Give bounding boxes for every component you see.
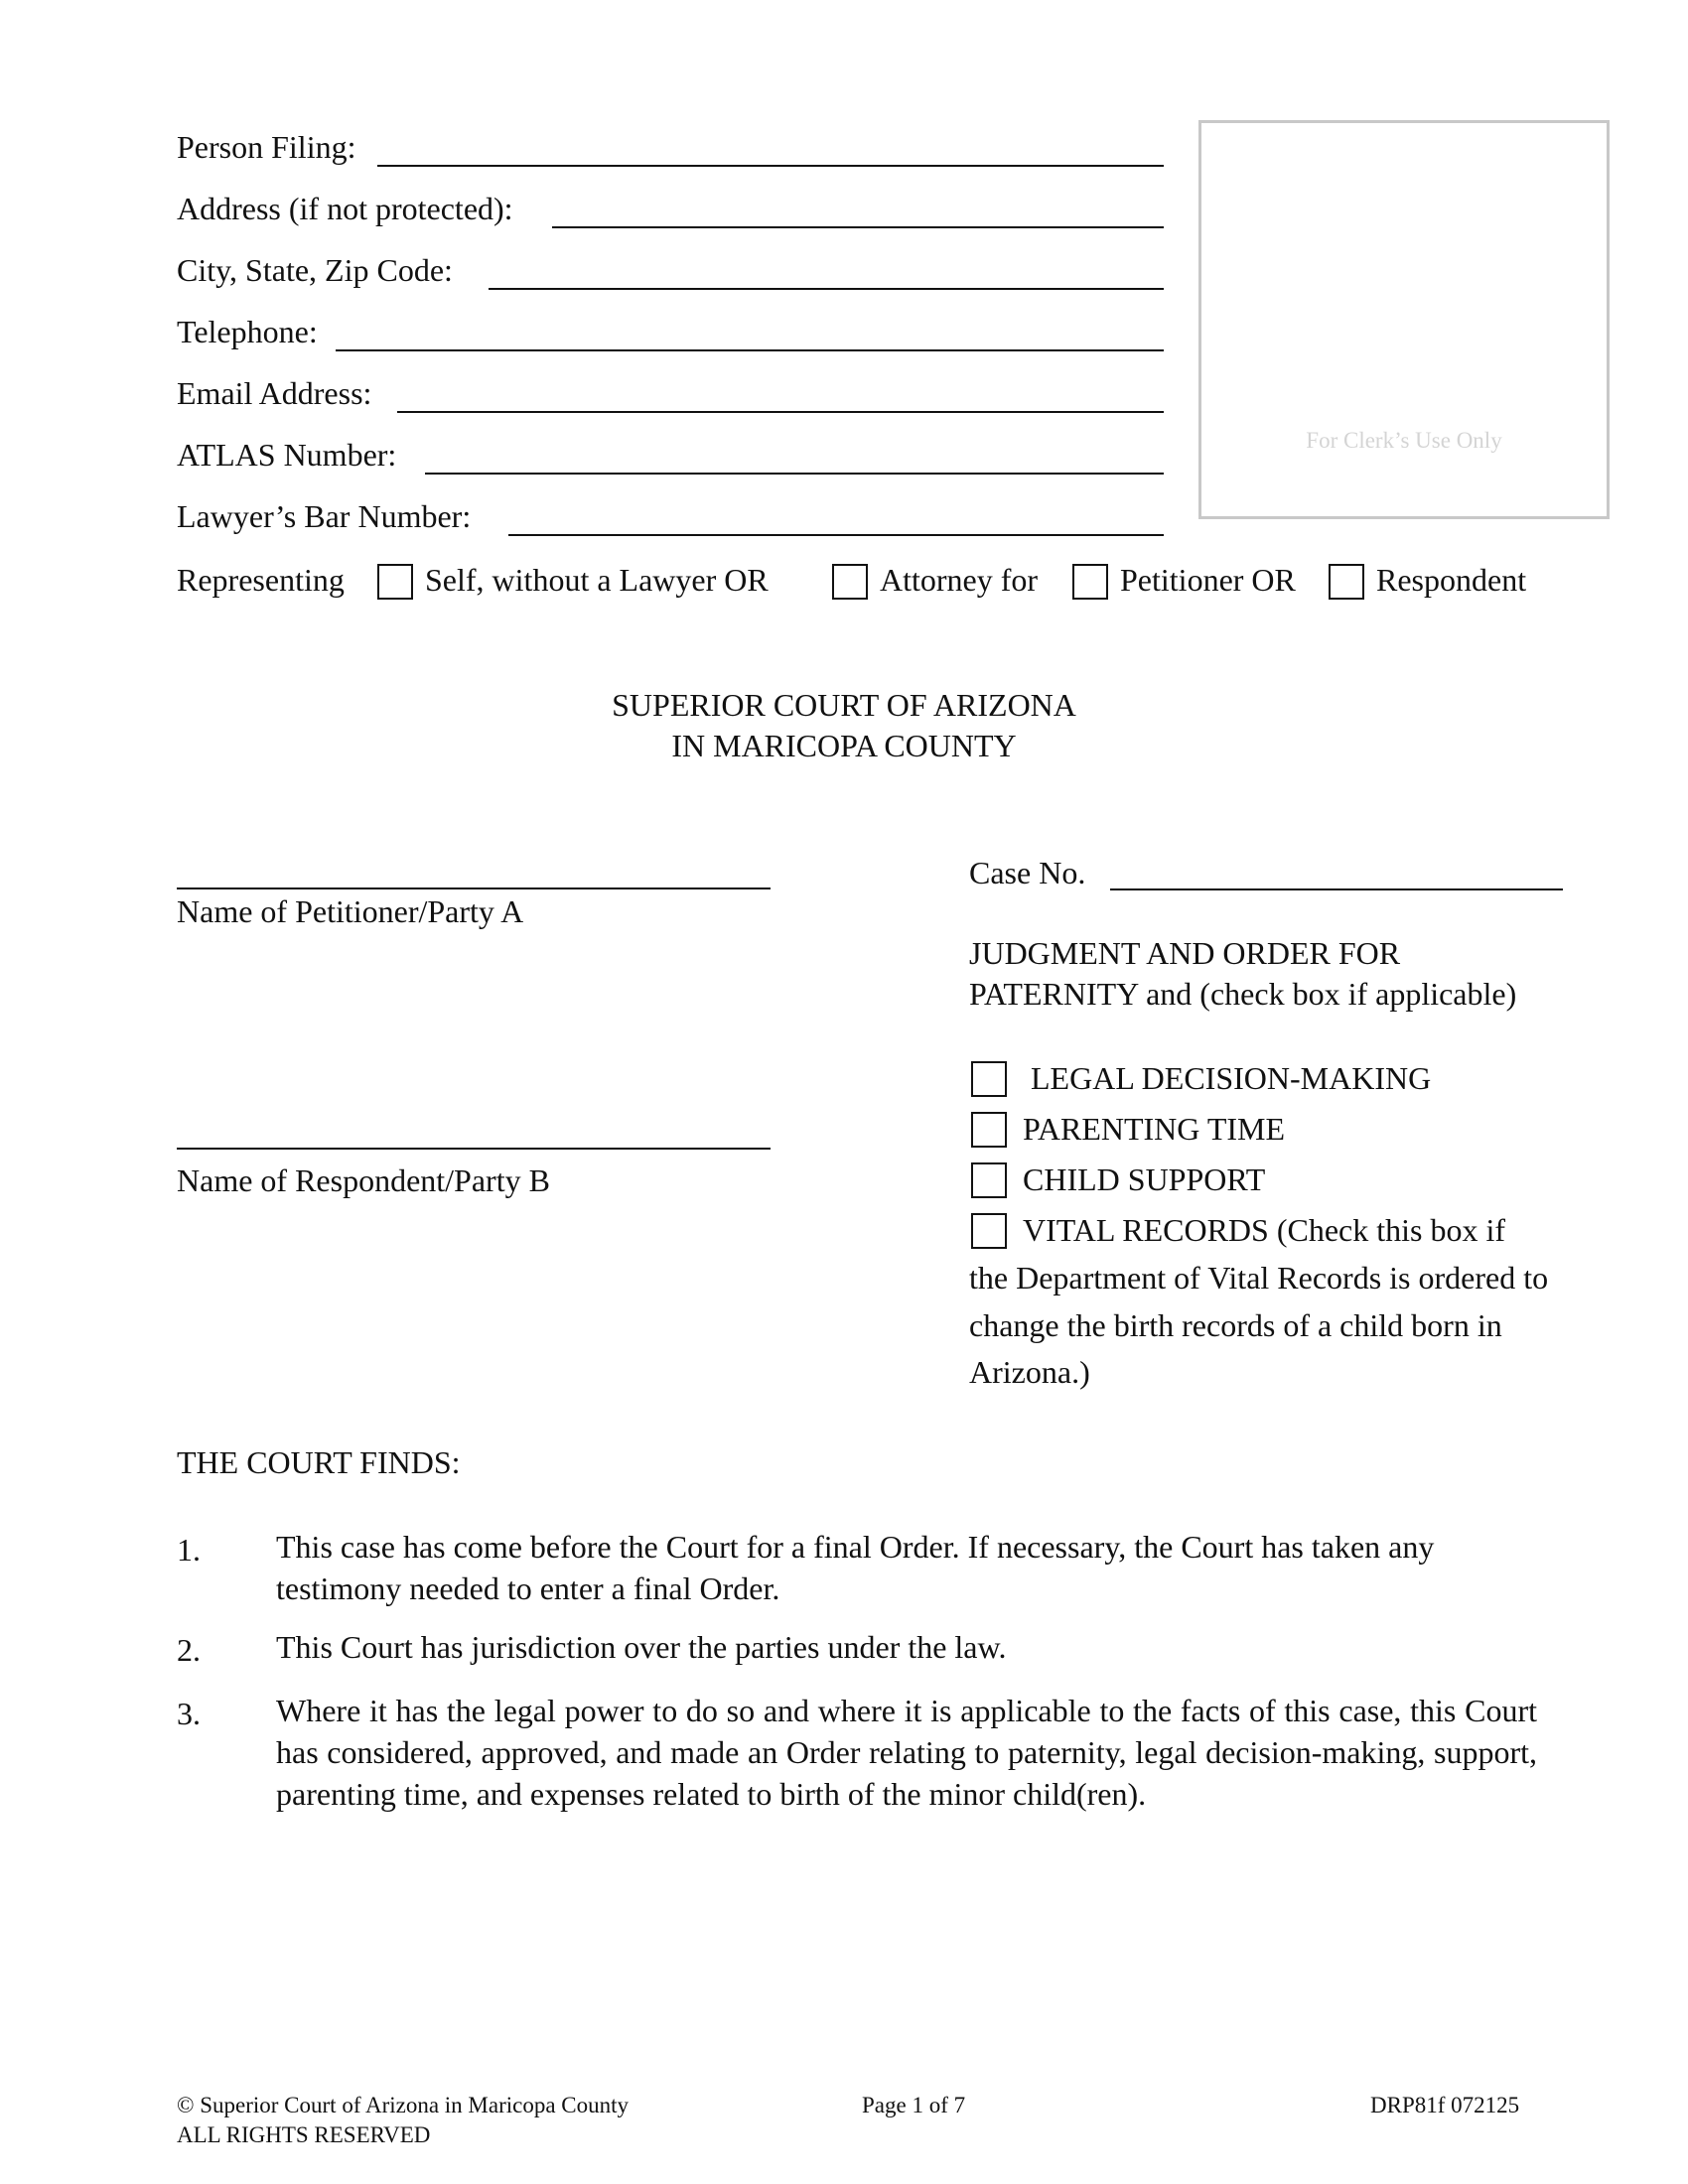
legal-decision-label: LEGAL DECISION-MAKING (1031, 1060, 1432, 1096)
self-checkbox[interactable] (377, 564, 413, 600)
footer-copyright: © Superior Court of Arizona in Maricopa County (177, 2093, 630, 2117)
attorney-label: Attorney for (880, 562, 1039, 598)
parenting-time-checkbox[interactable] (971, 1112, 1007, 1148)
petitioner-name-field[interactable] (177, 887, 771, 889)
court-name-line1: SUPERIOR COURT OF ARIZONA (612, 687, 1076, 723)
person-filing-field[interactable] (377, 165, 1164, 167)
email-field[interactable] (397, 411, 1164, 413)
petitioner-label: Petitioner OR (1120, 562, 1296, 598)
footer-rights: ALL RIGHTS RESERVED (177, 2122, 431, 2147)
bar-number-field[interactable] (508, 534, 1164, 536)
vital-records-desc-line3: change the birth records of a child born in (969, 1307, 1502, 1343)
person-filing-label: Person Filing: (177, 129, 356, 165)
case-number-label: Case No. (969, 855, 1086, 890)
address-label: Address (if not protected): (177, 191, 513, 226)
telephone-field[interactable] (336, 349, 1164, 351)
atlas-number-label: ATLAS Number: (177, 437, 397, 473)
legal-decision-checkbox[interactable] (971, 1061, 1007, 1097)
email-label: Email Address: (177, 375, 372, 411)
respondent-caption: Name of Respondent/Party B (177, 1162, 550, 1198)
child-support-checkbox[interactable] (971, 1162, 1007, 1198)
vital-records-desc-line2: the Department of Vital Records is ordered to (969, 1260, 1549, 1296)
petitioner-checkbox[interactable] (1072, 564, 1108, 600)
atlas-number-field[interactable] (425, 473, 1164, 475)
city-state-zip-field[interactable] (489, 288, 1164, 290)
bar-number-label: Lawyer’s Bar Number: (177, 498, 472, 534)
child-support-label: CHILD SUPPORT (1023, 1161, 1266, 1197)
document-title-line2: PATERNITY and (check box if applicable) (969, 976, 1517, 1012)
finding-2-text: This Court has jurisdiction over the parties under the law. (276, 1629, 1007, 1665)
finding-3-text: Where it has the legal power to do so and where it is applicable to the facts of this case, this Court has considered, approved, and made an Order relating to paternity, legal decision-making, support, parenting time, and expenses related to birth of the minor child(ren). (276, 1693, 1537, 1812)
clerk-use-box (1198, 120, 1610, 519)
vital-records-label: VITAL RECORDS (Check this box if (1023, 1212, 1505, 1248)
petitioner-caption: Name of Petitioner/Party A (177, 893, 524, 929)
court-name-line2: IN MARICOPA COUNTY (671, 728, 1017, 763)
finding-1-text: This case has come before the Court for a final Order. If necessary, the Court has taken any testimony needed to enter a final Order. (276, 1529, 1435, 1606)
footer-form-code: DRP81f 072125 (1370, 2093, 1520, 2117)
footer-page-number: Page 1 of 7 (862, 2093, 966, 2117)
case-number-field[interactable] (1110, 888, 1563, 890)
respondent-label: Respondent (1376, 562, 1527, 598)
respondent-name-field[interactable] (177, 1148, 771, 1150)
address-field[interactable] (552, 226, 1164, 228)
self-label: Self, without a Lawyer OR (425, 562, 769, 598)
representing-label: Representing (177, 562, 345, 598)
parenting-time-label: PARENTING TIME (1023, 1111, 1286, 1147)
attorney-checkbox[interactable] (832, 564, 868, 600)
city-state-zip-label: City, State, Zip Code: (177, 252, 453, 288)
vital-records-desc-line4: Arizona.) (969, 1354, 1090, 1390)
finding-2-number: 2. (177, 1632, 201, 1668)
finding-3-number: 3. (177, 1696, 201, 1731)
vital-records-checkbox[interactable] (971, 1213, 1007, 1249)
respondent-checkbox[interactable] (1329, 564, 1364, 600)
findings-heading: THE COURT FINDS: (177, 1444, 461, 1480)
telephone-label: Telephone: (177, 314, 318, 349)
finding-1-number: 1. (177, 1532, 201, 1568)
clerk-use-text: For Clerk’s Use Only (1306, 428, 1502, 453)
document-title-line1: JUDGMENT AND ORDER FOR (969, 935, 1401, 971)
